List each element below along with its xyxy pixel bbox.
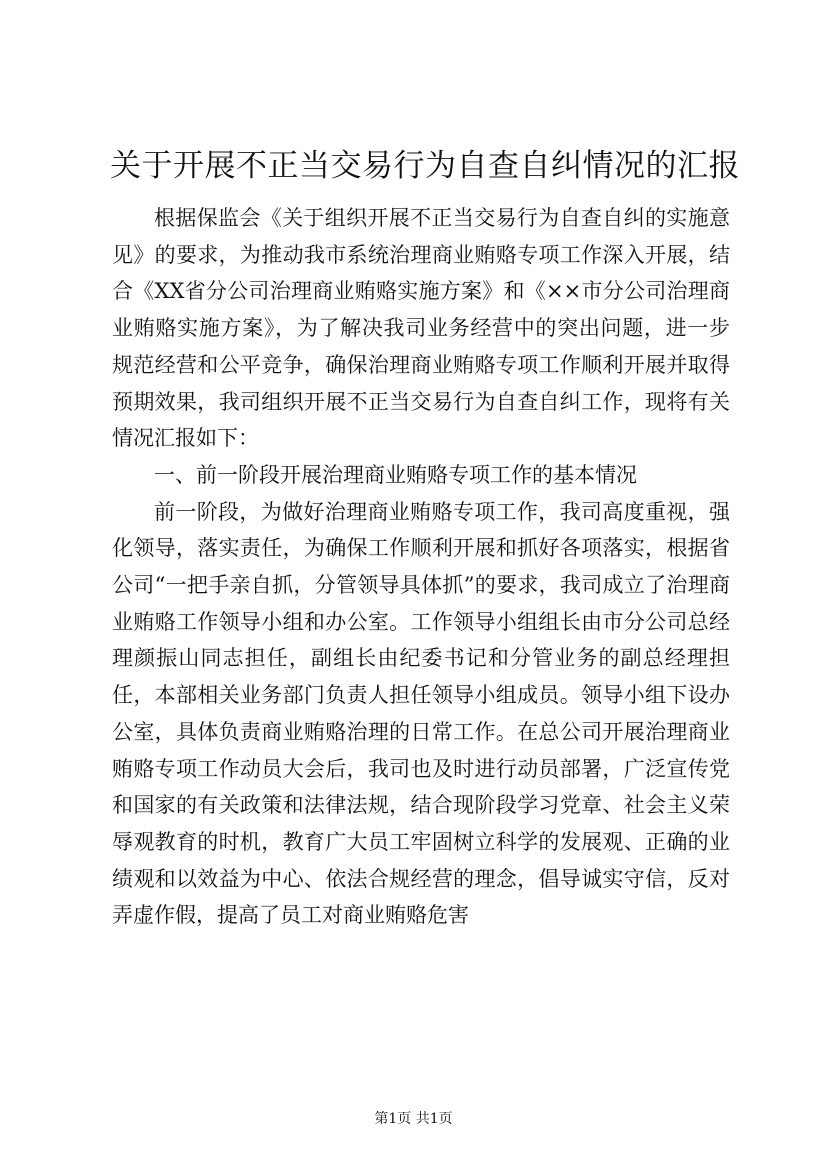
page-footer: 第1页 共1页	[374, 1111, 453, 1127]
section-heading-1: 一、前一阶段开展治理商业贿赂专项工作的基本情况	[154, 462, 637, 487]
document-title: 关于开展不正当交易行为自查自纠情况的汇报	[110, 148, 740, 184]
paragraph-intro: 根据保监会《关于组织开展不正当交易行为自查自纠的实施意见》的要求，为推动我市系统治理商业贿赂专项工作深入开展，结合《XX省分公司治理商业贿赂实施方案》和《××市分公司治理商业贿赂实施方案》，为了解决我司业务经营中的突出问题，进一步规范经营和公平竞争，确保治理商业贿赂专项工作顺利开展并取得预期效果，我司组织开展不正当交易行为自查自纠工作，现将有关情况汇报如下：	[112, 206, 730, 451]
paragraph-section-1: 前一阶段，为做好治理商业贿赂专项工作，我司高度重视，强化领导，落实责任，为确保工作顺利开展和抓好各项落实，根据省公司“一把手亲自抓，分管领导具体抓”的要求，我司成立了治理商业贿赂工作领导小组和办公室。工作领导小组组长由市分公司总经理颜振山同志担任，副组长由纪委书记和分管业务的副总经理担任，本部相关业务部门负责人担任领导小组成员。领导小组下设办公室，具体负责商业贿赂治理的日常工作。在总公司开展治理商业贿赂专项工作动员大会后，我司也及时进行动员部署，广泛宣传党和国家的有关政策和法律法规，结合现阶段学习党章、社会主义荣辱观教育的时机，教育广大员工牢固树立科学的发展观、正确的业绩观和以效益为中心、依法合规经营的理念，倡导诚实守信，反对弄虚作假，提高了员工对商业贿赂危害	[112, 499, 730, 928]
document-body	[112, 200, 730, 934]
